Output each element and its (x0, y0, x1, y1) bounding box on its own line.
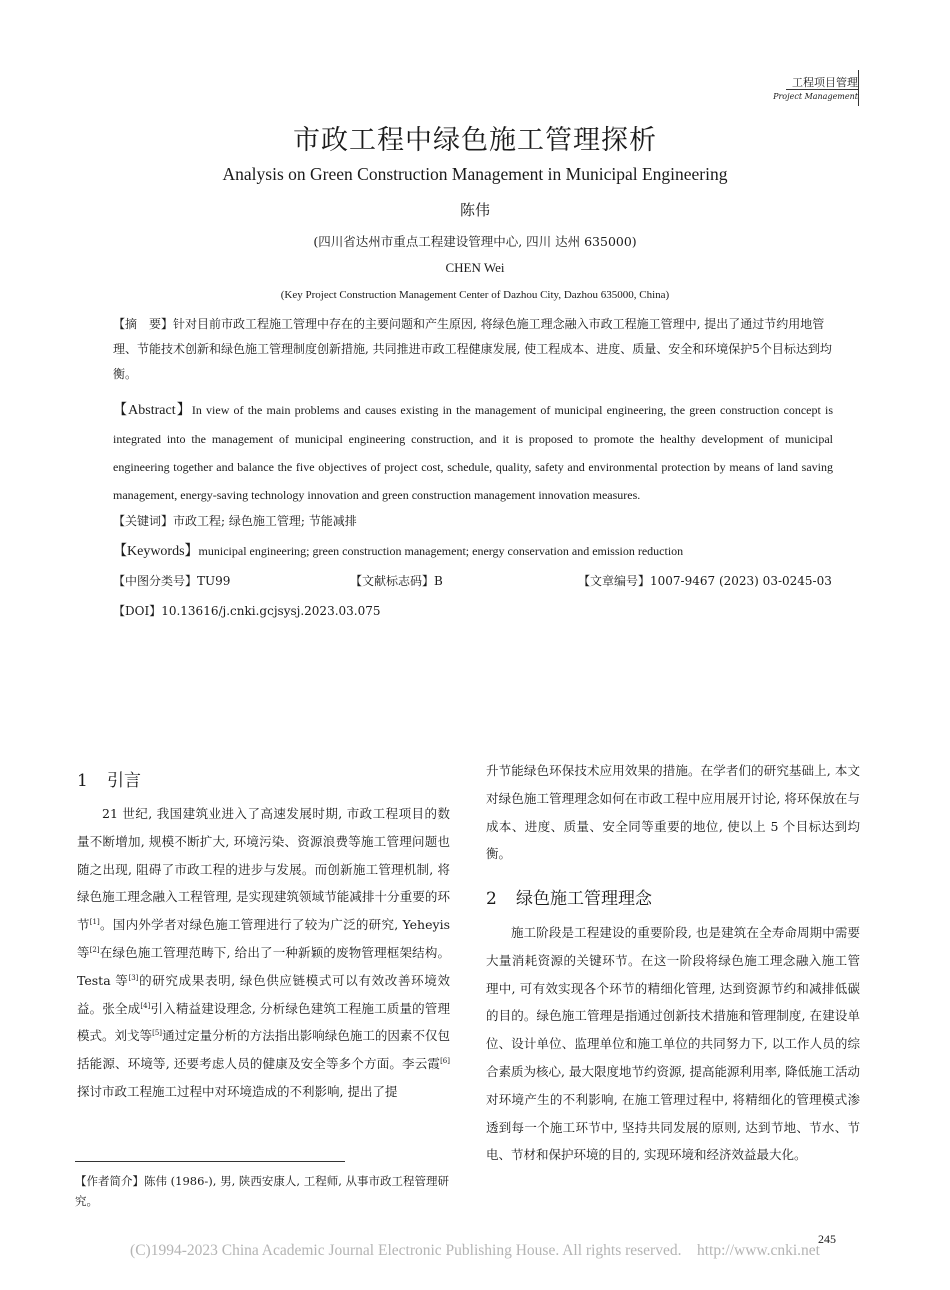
article-number-value: 1007-9467 (2023) 03-0245-03 (650, 574, 832, 588)
keywords-cn (113, 510, 833, 533)
abstract-en-label: 【Abstract】 (113, 403, 192, 418)
article-number (578, 570, 838, 593)
footnote-text: 陈伟 (1986-), 男, 陕西安康人, 工程师, 从事市政工程管理研究。 (75, 1174, 450, 1208)
keywords-en-text: municipal engineering; green construction management; energy conservation and emission reduction (198, 544, 684, 558)
paragraph: 升节能绿色环保技术应用效果的措施。在学者们的研究基础上, 本文对绿色施工管理理念如何在市政工程中应用展开讨论, 将环保放在与成本、进度、质量、安全同等重要的地位, 使以上 5 个目标达到均衡。 (486, 763, 860, 862)
text-run: 探讨市政工程施工过程中对环境造成的不利影响, 提出了提 (77, 1083, 398, 1099)
footnote-rule (75, 1161, 345, 1162)
citation: [6] (440, 1057, 450, 1066)
classification-value: TU99 (197, 574, 231, 588)
article-number-label: 【文章编号】 (578, 574, 651, 588)
section-2-body (486, 919, 860, 1169)
citation: [1] (89, 918, 100, 927)
section-1-number: 1 (77, 771, 88, 791)
header-rule (786, 89, 858, 90)
section-1-body (77, 800, 450, 1106)
copyright-watermark: (C)1994-2023 China Academic Journal Electronic Publishing House. All rights reserved. http://www.cnki.net (130, 1242, 820, 1259)
keywords-cn-text: 市政工程; 绿色施工管理; 节能减排 (173, 514, 357, 528)
abstract-en (113, 396, 833, 509)
paragraph (77, 800, 450, 1106)
section-1-continuation (486, 757, 860, 868)
header-rule-vertical (858, 70, 859, 106)
title-cn: 市政工程中绿色施工管理探析 (293, 125, 657, 156)
text-run: 。国内外学者对绿色施工管理进行了较为广泛的研究, Yeheyis 等 (77, 917, 450, 960)
citation: [2] (89, 945, 100, 954)
text-run: 引入精益建设理念, 分析绿色建筑工程施工质量的管理模式。刘戈等 (77, 1000, 450, 1044)
journal-header-cn: 工程项目管理 (792, 76, 858, 89)
citation: [5] (152, 1029, 163, 1038)
text-run: 通过定量分析的方法指出影响绿色施工的因素不仅包括能源、环境等, 还要考虑人员的健康及安全等多个方面。李云霞 (77, 1028, 450, 1072)
abstract-cn-text: 针对目前市政工程施工管理中存在的主要问题和产生原因, 将绿色施工理念融入市政工程施工管理中, 提出了通过节约用地管理、节能技术创新和绿色施工管理制度创新措施, 共同推进市政工程健康发展, 使工程成本、进度、质量、安全和环境保护5个目标达到均衡。 (113, 317, 832, 381)
text-run: 在绿色施工管理范畴下, 给出了一种新颖的废物管理框架结构。Testa 等 (77, 944, 450, 988)
title-en: Analysis on Green Construction Management in Municipal Engineering (222, 164, 728, 184)
author-cn: 陈伟 (459, 201, 490, 219)
footnote-label: 【作者简介】 (75, 1174, 144, 1188)
author-en: CHEN Wei (445, 260, 505, 275)
doi (113, 600, 833, 623)
doi-value: 10.13616/j.cnki.gcjsysj.2023.03.075 (161, 604, 381, 618)
text-run: 21 世纪, 我国建筑业进入了高速发展时期, 市政工程项目的数量不断增加, 规模不断扩大, 环境污染、资源浪费等施工管理问题也随之出现, 阻碍了市政工程的进步与发展。而创新施工管理机制, 将绿色施工理念融入工程管理, 是实现建筑领域节能减排十分重要的环节 (77, 806, 450, 933)
doc-code-label: 【文献标志码】 (350, 574, 435, 588)
keywords-en-label: 【Keywords】 (113, 544, 199, 559)
section-1-heading (77, 766, 141, 791)
doi-label: 【DOI】 (113, 604, 162, 618)
abstract-cn-label: 【摘 要】 (113, 317, 174, 331)
keywords-en (113, 540, 833, 563)
section-1-title: 引言 (107, 771, 141, 791)
affiliation-cn: (四川省达州市重点工程建设管理中心, 四川 达州 635000) (313, 234, 637, 249)
section-2-title: 绿色施工管理理念 (516, 889, 652, 909)
abstract-cn (113, 312, 833, 387)
citation: [4] (140, 1001, 151, 1010)
doc-code-value: B (434, 574, 443, 588)
section-2-number: 2 (486, 889, 497, 909)
section-2-heading (486, 884, 652, 909)
doc-code (350, 570, 550, 593)
citation: [3] (128, 973, 139, 982)
journal-header-en: Project Management (773, 92, 858, 101)
abstract-en-text: In view of the main problems and causes existing in the management of municipal engineering, the green construction concept is integrated into the management of municipal engineering construction, and it is proposed to promote the healthy development of municipal engineering together and balance the five objectives of project cost, schedule, quality, safety and environmental protection by means of land saving management, energy-saving technology innovation and green construction management innovation measures. (113, 403, 833, 502)
classification-label: 【中图分类号】 (113, 574, 198, 588)
paragraph: 施工阶段是工程建设的重要阶段, 也是建筑在全寿命周期中需要大量消耗资源的关键环节。在这一阶段将绿色施工理念融入施工管理中, 可有效实现各个环节的精细化管理, 达到资源节约和减排低碳的目的。绿色施工管理是指通过创新技术措施和管理制度, 在建设单位、设计单位、监理单位和施工单位的共同努力下, 以工作人员的综合素质为核心, 最大限度地节约资源, 提高能源利用率, 降低施工活动对环境产生的不利影响, 在施工管理过程中, 将精细化的管理模式渗透到每一个施工环节中, 坚持共同发展的原则, 达到节地、节水、节电、节材和保护环境的目的, 实现环境和经济效益最大化。 (486, 925, 860, 1163)
page-number: 245 (818, 1232, 836, 1246)
text-run: 的研究成果表明, 绿色供应链模式可以有效改善环境效益。张全成 (77, 972, 450, 1016)
affiliation-en: (Key Project Construction Management Center of Dazhou City, Dazhou 635000, China) (280, 289, 670, 301)
author-footnote (75, 1171, 457, 1211)
classification (113, 570, 363, 593)
keywords-cn-label: 【关键词】 (113, 514, 174, 528)
